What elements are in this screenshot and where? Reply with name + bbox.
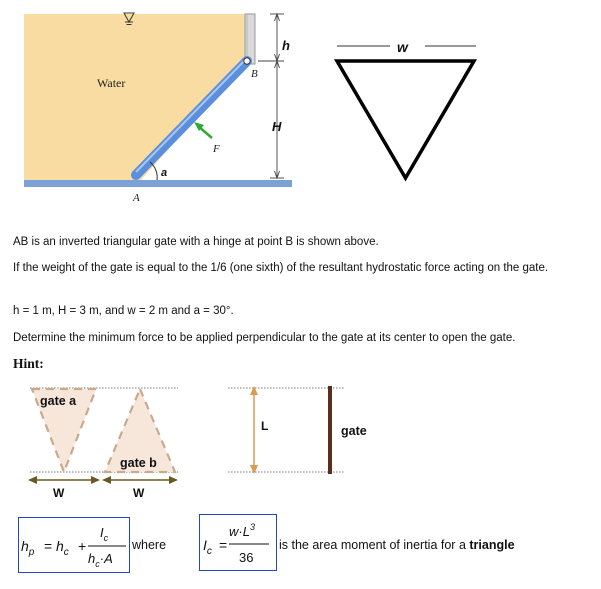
l-label: L (261, 419, 269, 433)
label-h: h (282, 38, 290, 53)
problem-line-2: If the weight of the gate is equal to the 1/6 (one sixth) of the resultant hydrostatic force acting on the gate. (13, 262, 549, 274)
hint-figure (0, 375, 601, 505)
water-label: Water (97, 76, 126, 90)
gate-figure (0, 0, 601, 215)
svg-text:+: + (78, 538, 87, 554)
label-A: A (133, 192, 140, 204)
triangle-cross-section (337, 61, 474, 178)
w-label-b: W (133, 486, 145, 500)
gate-b-label: gate b (120, 456, 157, 470)
force-arrow-f (194, 122, 212, 138)
l-dimension-arrow (250, 386, 258, 474)
gate-a-label: gate a (40, 394, 77, 408)
problem-line-1: AB is an inverted triangular gate with a hinge at point B is shown above. (13, 236, 379, 248)
svg-text:hc: $h_c$ (56, 538, 69, 558)
label-b: B (251, 68, 258, 80)
label-w: w (397, 39, 408, 55)
problem-line-4: Determine the minimum force to be applied perpendicular to the gate at its center to open the gate. (13, 332, 516, 344)
note-bold: triangle (469, 538, 515, 552)
ground (24, 180, 292, 187)
svg-text:=: = (44, 538, 53, 554)
svg-text:Ic: $I_c$ (100, 525, 109, 543)
note-prefix: is the area moment of inertia for a (279, 538, 470, 552)
svg-text:hp: $h_p$ (21, 538, 35, 558)
problem-line-3: h = 1 m, H = 3 m, and w = 2 m and a = 30°. (13, 305, 234, 317)
hp-formula (18, 517, 130, 573)
svg-text:36: 36 (239, 550, 254, 565)
w-arrow-b (102, 476, 178, 484)
svg-text:=: = (219, 537, 228, 553)
label-H: H (272, 119, 282, 134)
hint-title: Hint: (13, 356, 44, 371)
label-a: a (161, 167, 168, 179)
w-label-a: W (53, 486, 65, 500)
triangle-note (279, 538, 515, 552)
where-text: where (132, 538, 167, 552)
ic-formula (199, 514, 277, 571)
svg-text:hc·A: $h_c\cdot A$ (88, 551, 113, 569)
w-arrow-a (28, 476, 100, 484)
svg-text:Ic: $I_c$ (203, 537, 212, 557)
dimension-lines (258, 14, 284, 178)
hinge-b (244, 58, 250, 64)
gate-label: gate (341, 424, 367, 438)
svg-text:w·L3: $w\cdot L^3$ (229, 522, 255, 539)
label-f: F (213, 143, 220, 155)
gate-bar (328, 386, 332, 474)
